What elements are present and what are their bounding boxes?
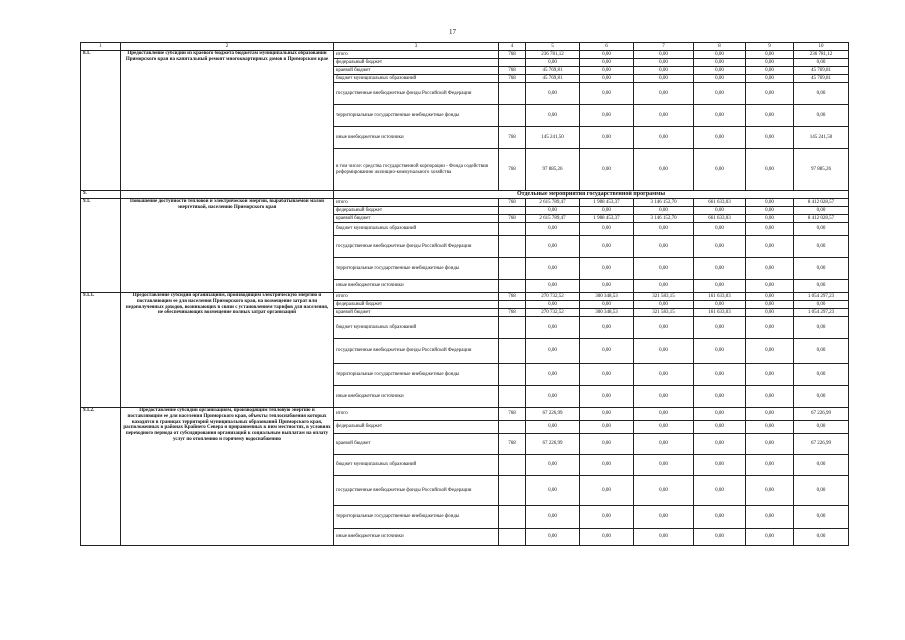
amount-cell: 0,00 (794, 386, 849, 408)
item-code: 9.1. (81, 199, 121, 293)
funding-source: итого (334, 293, 499, 301)
amount-cell: 0,00 (526, 223, 580, 236)
amount-cell: 67 226,99 (794, 408, 849, 421)
amount-cell: 145 241,50 (526, 127, 580, 149)
funding-source: государственные внебюджетные фонды Российской Федерации (334, 339, 499, 364)
amount-cell: 0,00 (694, 236, 746, 258)
amount-cell: 161 633,03 (694, 309, 746, 317)
column-number-header-row (81, 43, 849, 51)
funding-source: краевой бюджет (334, 434, 499, 455)
amount-cell: 0,00 (746, 317, 794, 339)
budget-code (499, 421, 526, 434)
amount-cell: 0,00 (580, 434, 634, 455)
budget-code: 768 (499, 309, 526, 317)
amount-cell: 0,00 (580, 83, 634, 105)
amount-cell: 270 732,52 (526, 309, 580, 317)
amount-cell: 0,00 (634, 280, 694, 293)
amount-cell: 0,00 (794, 421, 849, 434)
funding-source: бюджет муниципальных образований (334, 75, 499, 83)
column-number: 7 (634, 43, 694, 51)
amount-cell: 0,00 (634, 59, 694, 67)
budget-code: 768 (499, 67, 526, 75)
column-number: 1 (81, 43, 121, 51)
amount-cell: 67 226,99 (526, 434, 580, 455)
amount-cell: 67 226,99 (526, 408, 580, 421)
amount-cell: 0,00 (794, 280, 849, 293)
column-number: 3 (334, 43, 499, 51)
section-header-row (81, 191, 849, 199)
amount-cell: 0,00 (526, 280, 580, 293)
funding-source: территориальные государственные внебюджетные фонды (334, 506, 499, 529)
amount-cell: 0,00 (580, 127, 634, 149)
budget-code (499, 59, 526, 67)
amount-cell: 0,00 (794, 364, 849, 386)
amount-cell: 1 988 453,37 (580, 199, 634, 207)
amount-cell: 0,00 (580, 236, 634, 258)
section-code: 9. (81, 191, 121, 199)
budget-code (499, 529, 526, 546)
amount-cell: 0,00 (580, 258, 634, 280)
item-code: 9.1.2. (81, 408, 121, 546)
amount-cell: 300 348,53 (580, 293, 634, 301)
budget-code (499, 236, 526, 258)
amount-cell: 0,00 (634, 127, 694, 149)
amount-cell: 45 769,81 (526, 75, 580, 83)
amount-cell: 0,00 (746, 127, 794, 149)
amount-cell: 0,00 (746, 293, 794, 301)
amount-cell: 0,00 (634, 339, 694, 364)
amount-cell: 0,00 (746, 75, 794, 83)
amount-cell: 0,00 (746, 199, 794, 207)
budget-code: 768 (499, 51, 526, 59)
amount-cell: 0,00 (580, 59, 634, 67)
funding-source: иные внебюджетные источники (334, 386, 499, 408)
column-number: 6 (580, 43, 634, 51)
budget-code (499, 317, 526, 339)
amount-cell: 661 633,03 (694, 215, 746, 223)
budget-code (499, 83, 526, 105)
amount-cell: 321 583,15 (634, 309, 694, 317)
amount-cell: 0,00 (746, 59, 794, 67)
budget-table (80, 42, 849, 546)
amount-cell: 0,00 (694, 75, 746, 83)
amount-cell: 0,00 (746, 105, 794, 127)
amount-cell: 0,00 (694, 317, 746, 339)
amount-cell: 661 633,03 (694, 199, 746, 207)
amount-cell: 0,00 (526, 364, 580, 386)
amount-cell: 0,00 (526, 339, 580, 364)
amount-cell: 0,00 (746, 476, 794, 506)
amount-cell: 0,00 (694, 67, 746, 75)
amount-cell: 0,00 (580, 455, 634, 476)
amount-cell: 0,00 (634, 421, 694, 434)
amount-cell: 0,00 (634, 105, 694, 127)
amount-cell: 0,00 (794, 236, 849, 258)
amount-cell: 145 241,50 (794, 127, 849, 149)
amount-cell: 0,00 (526, 529, 580, 546)
amount-cell: 0,00 (746, 51, 794, 59)
item-title: Предоставление субсидий организациям, производящим электрическую энергию и поставляющим ее для населения Приморского края, на возмещение затрат или недополученных доходов, возникающих в связи с установлением тарифов для населения, не обеспечивающих возмещение полных затрат организаций (121, 293, 334, 408)
funding-source: федеральный бюджет (334, 301, 499, 309)
amount-cell: 2 615 789,47 (526, 199, 580, 207)
amount-cell: 0,00 (580, 317, 634, 339)
funding-source: территориальные государственные внебюджетные фонды (334, 258, 499, 280)
table-row (81, 51, 849, 59)
amount-cell: 236 781,12 (526, 51, 580, 59)
column-number: 8 (694, 43, 746, 51)
amount-cell: 3 146 152,70 (634, 199, 694, 207)
funding-source: территориальные государственные внебюджетные фонды (334, 105, 499, 127)
amount-cell: 0,00 (526, 105, 580, 127)
amount-cell: 0,00 (526, 476, 580, 506)
amount-cell: 0,00 (746, 309, 794, 317)
section-title: Отдельные мероприятия государственной программы (334, 191, 849, 199)
table-row (81, 293, 849, 301)
funding-source: итого (334, 51, 499, 59)
amount-cell: 0,00 (526, 59, 580, 67)
budget-code (499, 386, 526, 408)
funding-source: государственные внебюджетные фонды Российской Федерации (334, 476, 499, 506)
funding-source: территориальные государственные внебюджетные фонды (334, 364, 499, 386)
amount-cell: 0,00 (526, 301, 580, 309)
amount-cell: 0,00 (526, 236, 580, 258)
amount-cell: 161 633,03 (694, 293, 746, 301)
funding-source: краевой бюджет (334, 215, 499, 223)
amount-cell: 0,00 (634, 364, 694, 386)
funding-source: иные внебюджетные источники (334, 127, 499, 149)
table-row (81, 408, 849, 421)
amount-cell: 0,00 (634, 67, 694, 75)
item-code: 8.1. (81, 51, 121, 191)
amount-cell: 236 781,12 (794, 51, 849, 59)
amount-cell: 0,00 (580, 51, 634, 59)
amount-cell: 0,00 (694, 506, 746, 529)
amount-cell: 0,00 (746, 223, 794, 236)
funding-source: государственные внебюджетные фонды Российской Федерации (334, 236, 499, 258)
item-title: Предоставление субсидий организациям, производящим тепловую энергию и поставляющим ее для населения Приморского края, объекты теплоснабжения которых находятся в границах территорий муниципальных образований Приморского края, расположенных в районах Крайнего Севера и приравненных к ним местностях, в условиях переходного периода от субсидирования организаций к социальным выплатам на оплату услуг по отоплению и горячему водоснабжению (121, 408, 334, 546)
amount-cell: 0,00 (526, 317, 580, 339)
budget-code: 768 (499, 293, 526, 301)
table-row (81, 199, 849, 207)
amount-cell: 0,00 (580, 476, 634, 506)
amount-cell: 0,00 (694, 59, 746, 67)
amount-cell: 0,00 (580, 339, 634, 364)
amount-cell: 0,00 (580, 529, 634, 546)
funding-source: иные внебюджетные источники (334, 529, 499, 546)
amount-cell: 0,00 (694, 386, 746, 408)
column-number: 10 (794, 43, 849, 51)
amount-cell: 0,00 (746, 421, 794, 434)
amount-cell: 0,00 (634, 83, 694, 105)
amount-cell: 0,00 (634, 236, 694, 258)
funding-source: итого (334, 199, 499, 207)
amount-cell: 0,00 (694, 51, 746, 59)
amount-cell: 0,00 (794, 83, 849, 105)
amount-cell: 0,00 (794, 476, 849, 506)
amount-cell: 0,00 (794, 506, 849, 529)
page-number: 17 (449, 28, 456, 36)
amount-cell: 0,00 (694, 127, 746, 149)
amount-cell: 0,00 (794, 529, 849, 546)
amount-cell: 0,00 (580, 67, 634, 75)
funding-source: краевой бюджет (334, 67, 499, 75)
amount-cell: 0,00 (580, 75, 634, 83)
amount-cell: 0,00 (794, 223, 849, 236)
budget-code: 768 (499, 434, 526, 455)
amount-cell: 0,00 (526, 421, 580, 434)
amount-cell: 0,00 (694, 476, 746, 506)
column-number: 9 (746, 43, 794, 51)
amount-cell: 0,00 (526, 258, 580, 280)
amount-cell: 1 054 297,23 (794, 309, 849, 317)
funding-source: бюджет муниципальных образований (334, 317, 499, 339)
amount-cell: 0,00 (634, 476, 694, 506)
funding-source: краевой бюджет (334, 309, 499, 317)
amount-cell: 0,00 (746, 236, 794, 258)
amount-cell: 0,00 (580, 280, 634, 293)
budget-code (499, 223, 526, 236)
amount-cell: 0,00 (794, 258, 849, 280)
budget-code: 768 (499, 75, 526, 83)
amount-cell: 1 988 453,37 (580, 215, 634, 223)
amount-cell: 0,00 (526, 455, 580, 476)
amount-cell: 0,00 (634, 223, 694, 236)
funding-source: федеральный бюджет (334, 59, 499, 67)
amount-cell: 0,00 (634, 434, 694, 455)
amount-cell: 0,00 (580, 421, 634, 434)
amount-cell: 0,00 (694, 434, 746, 455)
amount-cell: 0,00 (694, 83, 746, 105)
amount-cell: 0,00 (746, 301, 794, 309)
amount-cell: 0,00 (746, 386, 794, 408)
amount-cell: 0,00 (580, 207, 634, 215)
funding-source: итого (334, 408, 499, 421)
amount-cell: 0,00 (746, 215, 794, 223)
amount-cell: 0,00 (634, 455, 694, 476)
budget-code (499, 301, 526, 309)
amount-cell: 0,00 (794, 317, 849, 339)
amount-cell: 0,00 (634, 301, 694, 309)
amount-cell: 0,00 (794, 301, 849, 309)
amount-cell: 0,00 (694, 364, 746, 386)
amount-cell: 0,00 (746, 455, 794, 476)
amount-cell: 0,00 (634, 317, 694, 339)
amount-cell: 0,00 (694, 149, 746, 191)
budget-code (499, 207, 526, 215)
item-title: Предоставление субсидий из краевого бюджета бюджетам муниципальных образований Приморского края на капитальный ремонт многоквартирных домов в Приморском крае (121, 51, 334, 191)
budget-code (499, 339, 526, 364)
amount-cell: 0,00 (746, 67, 794, 75)
amount-cell: 0,00 (694, 258, 746, 280)
amount-cell: 0,00 (634, 529, 694, 546)
amount-cell: 0,00 (694, 223, 746, 236)
amount-cell: 8 412 028,57 (794, 199, 849, 207)
section-spacer (121, 191, 334, 199)
amount-cell: 0,00 (634, 149, 694, 191)
amount-cell: 0,00 (634, 75, 694, 83)
amount-cell: 0,00 (694, 455, 746, 476)
budget-code (499, 258, 526, 280)
amount-cell: 97 885,26 (526, 149, 580, 191)
amount-cell: 97 885,26 (794, 149, 849, 191)
budget-code (499, 506, 526, 529)
amount-cell: 0,00 (634, 386, 694, 408)
funding-source: бюджет муниципальных образований (334, 223, 499, 236)
amount-cell: 0,00 (794, 105, 849, 127)
item-code: 9.1.1. (81, 293, 121, 408)
amount-cell: 0,00 (526, 386, 580, 408)
amount-cell: 0,00 (580, 386, 634, 408)
funding-source: бюджет муниципальных образований (334, 455, 499, 476)
amount-cell: 0,00 (634, 408, 694, 421)
amount-cell: 3 146 152,70 (634, 215, 694, 223)
column-number: 2 (121, 43, 334, 51)
budget-code (499, 280, 526, 293)
amount-cell: 0,00 (794, 339, 849, 364)
column-number: 4 (499, 43, 526, 51)
amount-cell: 0,00 (634, 51, 694, 59)
amount-cell: 0,00 (746, 529, 794, 546)
amount-cell: 0,00 (580, 408, 634, 421)
amount-cell: 0,00 (526, 207, 580, 215)
amount-cell: 45 769,81 (794, 75, 849, 83)
budget-code: 768 (499, 408, 526, 421)
amount-cell: 0,00 (580, 105, 634, 127)
amount-cell: 0,00 (746, 149, 794, 191)
amount-cell: 321 583,15 (634, 293, 694, 301)
amount-cell: 0,00 (746, 258, 794, 280)
amount-cell: 45 769,81 (526, 67, 580, 75)
amount-cell: 0,00 (634, 258, 694, 280)
amount-cell: 67 226,99 (794, 434, 849, 455)
amount-cell: 0,00 (694, 339, 746, 364)
amount-cell: 0,00 (580, 149, 634, 191)
amount-cell: 0,00 (580, 364, 634, 386)
amount-cell: 0,00 (526, 506, 580, 529)
amount-cell: 270 732,52 (526, 293, 580, 301)
amount-cell: 45 769,81 (794, 67, 849, 75)
amount-cell: 0,00 (746, 434, 794, 455)
funding-source: в том числе: средства государственной корпорации - Фонда содействия реформированию жилищно-коммунального хозяйства (334, 149, 499, 191)
amount-cell: 0,00 (794, 207, 849, 215)
amount-cell: 0,00 (694, 421, 746, 434)
budget-code (499, 455, 526, 476)
budget-code: 768 (499, 149, 526, 191)
amount-cell: 0,00 (746, 506, 794, 529)
amount-cell: 0,00 (526, 83, 580, 105)
column-number: 5 (526, 43, 580, 51)
amount-cell: 0,00 (580, 301, 634, 309)
budget-code: 768 (499, 215, 526, 223)
amount-cell: 0,00 (634, 506, 694, 529)
budget-code (499, 364, 526, 386)
amount-cell: 0,00 (580, 223, 634, 236)
amount-cell: 1 054 297,23 (794, 293, 849, 301)
amount-cell: 0,00 (694, 408, 746, 421)
amount-cell: 0,00 (694, 105, 746, 127)
amount-cell: 0,00 (694, 529, 746, 546)
budget-code (499, 476, 526, 506)
budget-code: 768 (499, 127, 526, 149)
funding-source: федеральный бюджет (334, 421, 499, 434)
item-title: Повышение доступности тепловой и электрической энергии, вырабатываемой малой энергетикой, населению Приморского края (121, 199, 334, 293)
amount-cell: 0,00 (746, 408, 794, 421)
amount-cell: 0,00 (634, 207, 694, 215)
funding-source: государственные внебюджетные фонды Российской Федерации (334, 83, 499, 105)
amount-cell: 0,00 (794, 59, 849, 67)
amount-cell: 0,00 (794, 455, 849, 476)
amount-cell: 0,00 (694, 207, 746, 215)
amount-cell: 0,00 (746, 83, 794, 105)
amount-cell: 0,00 (746, 339, 794, 364)
amount-cell: 300 348,53 (580, 309, 634, 317)
amount-cell: 0,00 (694, 301, 746, 309)
funding-source: федеральный бюджет (334, 207, 499, 215)
amount-cell: 8 412 028,57 (794, 215, 849, 223)
amount-cell: 0,00 (746, 207, 794, 215)
amount-cell: 0,00 (746, 364, 794, 386)
amount-cell: 0,00 (694, 280, 746, 293)
budget-code (499, 105, 526, 127)
amount-cell: 0,00 (746, 280, 794, 293)
amount-cell: 0,00 (580, 506, 634, 529)
funding-source: иные внебюджетные источники (334, 280, 499, 293)
amount-cell: 2 615 789,47 (526, 215, 580, 223)
budget-code: 768 (499, 199, 526, 207)
